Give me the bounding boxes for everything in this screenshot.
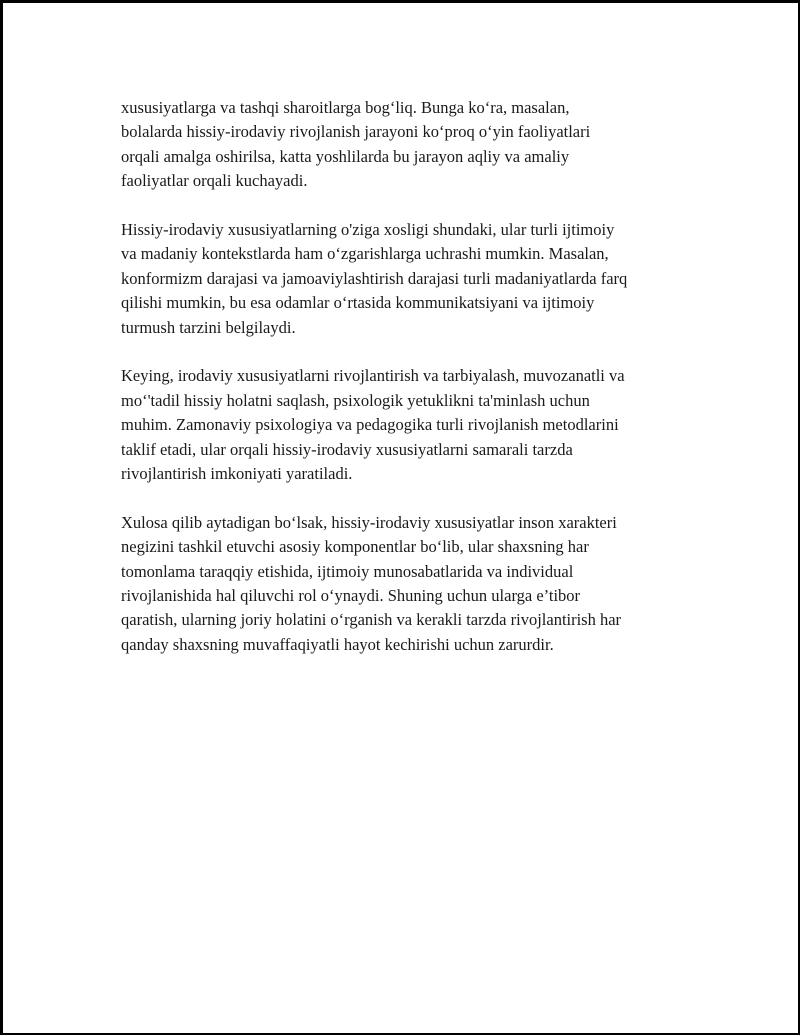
text-line: qanday shaxsning muvaffaqiyatli hayot kechirishi uchun zarurdir. xyxy=(121,634,554,654)
text-line: Xulosa qilib aytadigan bo‘lsak, hissiy-irodaviy xususiyatlar inson xarakteri xyxy=(121,512,617,532)
text-line: tomonlama taraqqiy etishida, ijtimoiy munosabatlarida va individual xyxy=(121,561,574,581)
text-line: bolalarda hissiy-irodaviy rivojlanish jarayoni ko‘proq o‘yin faoliyatlari xyxy=(121,122,591,142)
text-line: xususiyatlarga va tashqi sharoitlarga bog‘liq. Bunga ko‘ra, masalan, xyxy=(121,98,570,117)
text-line: rivojlantirish imkoniyati yaratiladi. xyxy=(121,464,353,484)
text-line: qaratish, ularning joriy holatini o‘rganish va kerakli tarzda rivojlantirish har xyxy=(121,610,622,630)
text-line: muhim. Zamonaviy psixologiya va pedagogika turli rivojlanish metodlarini xyxy=(121,415,619,435)
text-line: konformizm darajasi va jamoaviylashtirish darajasi turli madaniyatlarda farq xyxy=(121,268,628,288)
paragraph-4 xyxy=(121,511,691,657)
text-line: taklif etadi, ular orqali hissiy-irodaviy xususiyatlarni samarali tarzda xyxy=(121,439,573,459)
page-body xyxy=(121,96,691,682)
text-line: Keying, irodaviy xususiyatlarni rivojlantirish va tarbiyalash, muvozanatli va xyxy=(121,366,625,386)
text-line: faoliyatlar orqali kuchayadi. xyxy=(121,171,308,191)
text-line: mo‘'tadil hissiy holatni saqlash, psixologik yetuklikni ta'minlash uchun xyxy=(121,390,590,410)
text-line: Hissiy-irodaviy xususiyatlarning o'ziga xosligi shundaki, ular turli ijtimoiy xyxy=(121,220,615,240)
text-line: negizini tashkil etuvchi asosiy komponentlar bo‘lib, ular shaxsning har xyxy=(121,537,589,557)
text-line: rivojlanishida hal qiluvchi rol o‘ynaydi. Shuning uchun ularga e’tibor xyxy=(121,586,581,606)
text-line: orqali amalga oshirilsa, katta yoshlilarda bu jarayon aqliy va amaliy xyxy=(121,146,570,166)
text-line: va madaniy kontekstlarda ham o‘zgarishlarga uchrashi mumkin. Masalan, xyxy=(121,244,609,264)
paragraph-1 xyxy=(121,96,691,194)
text-line: qilishi mumkin, bu esa odamlar o‘rtasida kommunikatsiyani va ijtimoiy xyxy=(121,293,595,313)
text-line: turmush tarzini belgilaydi. xyxy=(121,317,296,337)
paragraph-3 xyxy=(121,364,691,486)
paragraph-2 xyxy=(121,218,691,340)
